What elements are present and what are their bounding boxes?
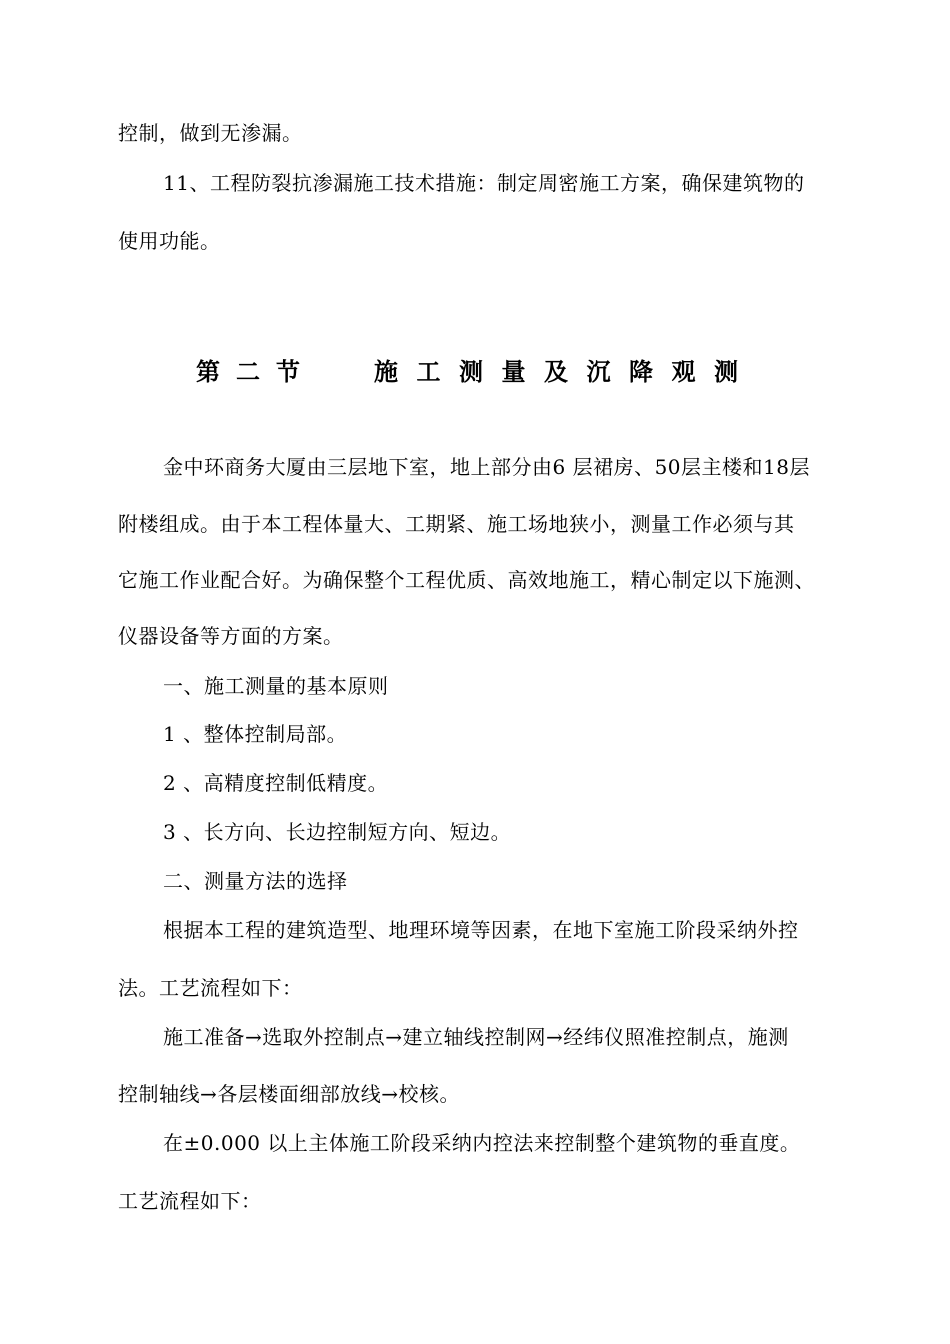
section-heading: [0, 357, 950, 387]
subheading: 一、施工测量的基本原则: [163, 674, 389, 698]
list-item: 2 、高精度控制低精度。: [163, 771, 389, 795]
paragraph-line: 附楼组成。由于本工程体量大、工期紧、施工场地狭小，测量工作必须与其: [118, 512, 795, 536]
paragraph-line: 金中环商务大厦由三层地下室，地上部分由6 层裙房、50层主楼和18层: [163, 455, 810, 479]
paragraph-line: 控制，做到无渗漏。: [118, 121, 303, 145]
paragraph-line: 根据本工程的建筑造型、地理环境等因素，在地下室施工阶段采纳外控: [163, 918, 799, 942]
section-number: 第二节: [196, 358, 316, 386]
paragraph-line: 仪器设备等方面的方案。: [118, 624, 344, 648]
paragraph-line: 它施工作业配合好。为确保整个工程优质、高效地施工，精心制定以下施测、: [118, 568, 815, 592]
list-item: 1 、整体控制局部。: [163, 722, 348, 746]
section-title: 施工测量及沉降观测: [374, 358, 757, 386]
paragraph-line: 使用功能。: [118, 229, 221, 253]
list-item: 3 、长方向、长边控制短方向、短边。: [163, 820, 512, 844]
paragraph-line: 施工准备→选取外控制点→建立轴线控制网→经纬仪照准控制点，施测: [163, 1025, 789, 1049]
paragraph-line: 11、工程防裂抗渗漏施工技术措施：制定周密施工方案，确保建筑物的: [163, 171, 805, 195]
paragraph-line: 在±0.000 以上主体施工阶段采纳内控法来控制整个建筑物的垂直度。: [163, 1131, 801, 1155]
paragraph-line: 法。工艺流程如下：: [118, 976, 303, 1000]
paragraph-line: 工艺流程如下：: [118, 1189, 262, 1213]
paragraph-line: 控制轴线→各层楼面细部放线→校核。: [118, 1082, 461, 1106]
subheading: 二、测量方法的选择: [163, 869, 348, 893]
